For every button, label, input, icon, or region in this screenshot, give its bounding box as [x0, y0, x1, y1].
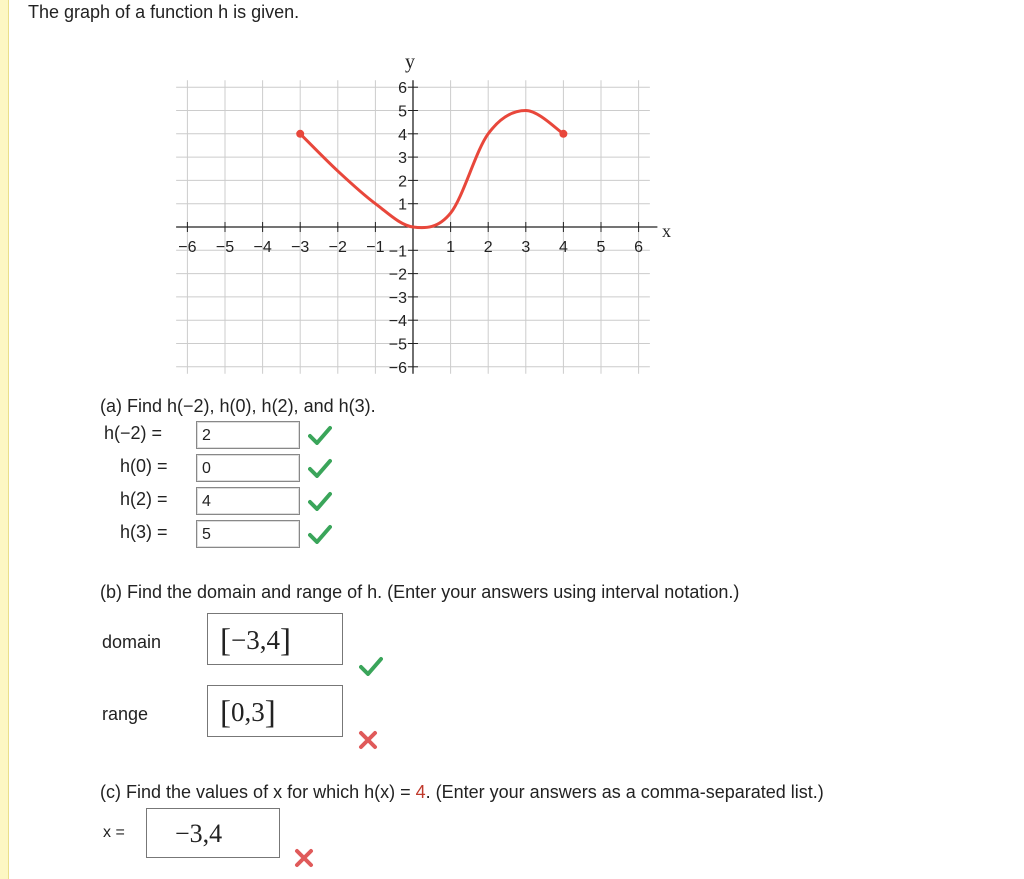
y-tick-label: −4	[388, 313, 407, 331]
answer-label: h(−2) =	[104, 423, 163, 443]
answer-input-h-0[interactable]: 0	[196, 454, 300, 482]
x-tick-label: −3	[291, 239, 310, 256]
part-b-question: (b) Find the domain and range of h. (Enter your answers using interval notation.)	[100, 582, 740, 602]
answer-input-h-neg2[interactable]: 2	[196, 421, 300, 449]
x-tick-label: 6	[634, 239, 644, 256]
cross-icon	[358, 730, 378, 750]
y-tick-label: 3	[398, 150, 407, 168]
range-label: range	[102, 704, 149, 724]
x-equals-label: x =	[103, 824, 125, 841]
x-tick-label: 5	[596, 239, 606, 256]
part-a-question: (a) Find h(−2), h(0), h(2), and h(3).	[100, 396, 376, 416]
x-values-input[interactable]: −3,4	[146, 808, 280, 858]
x-tick-label: −4	[253, 239, 272, 256]
bracket-close: ]	[264, 695, 276, 731]
x-axis-label: x	[662, 221, 671, 241]
range-value: 0,3	[231, 697, 265, 727]
x-tick-label: −6	[178, 239, 197, 256]
part-c-question	[100, 782, 824, 803]
x-tick-label: −5	[215, 239, 235, 256]
x-tick-label: 2	[483, 239, 493, 256]
x-tick-label: −1	[366, 239, 385, 256]
answer-input-h-3[interactable]: 5	[196, 520, 300, 548]
y-tick-label: −6	[388, 359, 407, 377]
graph-tick-labels	[178, 80, 643, 377]
answer-label: h(2) =	[120, 489, 168, 509]
y-axis-label: y	[405, 51, 415, 73]
x-tick-label: 1	[446, 239, 456, 256]
y-tick-label: −3	[388, 289, 407, 307]
curve-endpoint-left	[296, 130, 304, 138]
x-tick-label: −2	[328, 239, 347, 256]
check-icon	[308, 425, 332, 445]
part-c-target-value: 4	[415, 782, 426, 802]
y-tick-label: −5	[388, 336, 407, 354]
function-graph	[0, 0, 1024, 390]
y-tick-label: 1	[398, 196, 407, 214]
answer-input-h-2[interactable]: 4	[196, 487, 300, 515]
domain-input[interactable]	[207, 613, 343, 665]
domain-label: domain	[102, 632, 162, 652]
bracket-close: ]	[279, 623, 291, 659]
cross-icon	[294, 848, 314, 868]
curve-endpoint-right	[559, 130, 567, 138]
range-input[interactable]	[207, 685, 343, 737]
part-c-question-pre: (c) Find the values of x for which h(x) =	[100, 782, 416, 802]
problem-intro: The graph of a function h is given.	[28, 2, 300, 22]
bracket-open: [	[220, 695, 231, 731]
y-tick-label: 2	[398, 173, 407, 191]
x-tick-label: 4	[558, 239, 568, 256]
check-icon	[359, 656, 383, 676]
answer-label: h(0) =	[120, 456, 168, 476]
function-curve	[300, 111, 563, 228]
part-c-question-post: . (Enter your answers as a comma-separated list.)	[425, 782, 824, 802]
check-icon	[308, 491, 332, 511]
domain-value: −3,4	[231, 625, 280, 655]
check-icon	[308, 458, 332, 478]
y-tick-label: 5	[398, 103, 407, 121]
bracket-open: [	[220, 623, 231, 659]
y-tick-label: −2	[388, 266, 407, 284]
y-tick-label: 6	[398, 80, 407, 98]
y-tick-label: 4	[398, 126, 407, 144]
y-tick-label: −1	[388, 243, 407, 261]
x-tick-label: 3	[521, 239, 531, 256]
check-icon	[308, 524, 332, 544]
answer-label: h(3) =	[120, 522, 168, 542]
